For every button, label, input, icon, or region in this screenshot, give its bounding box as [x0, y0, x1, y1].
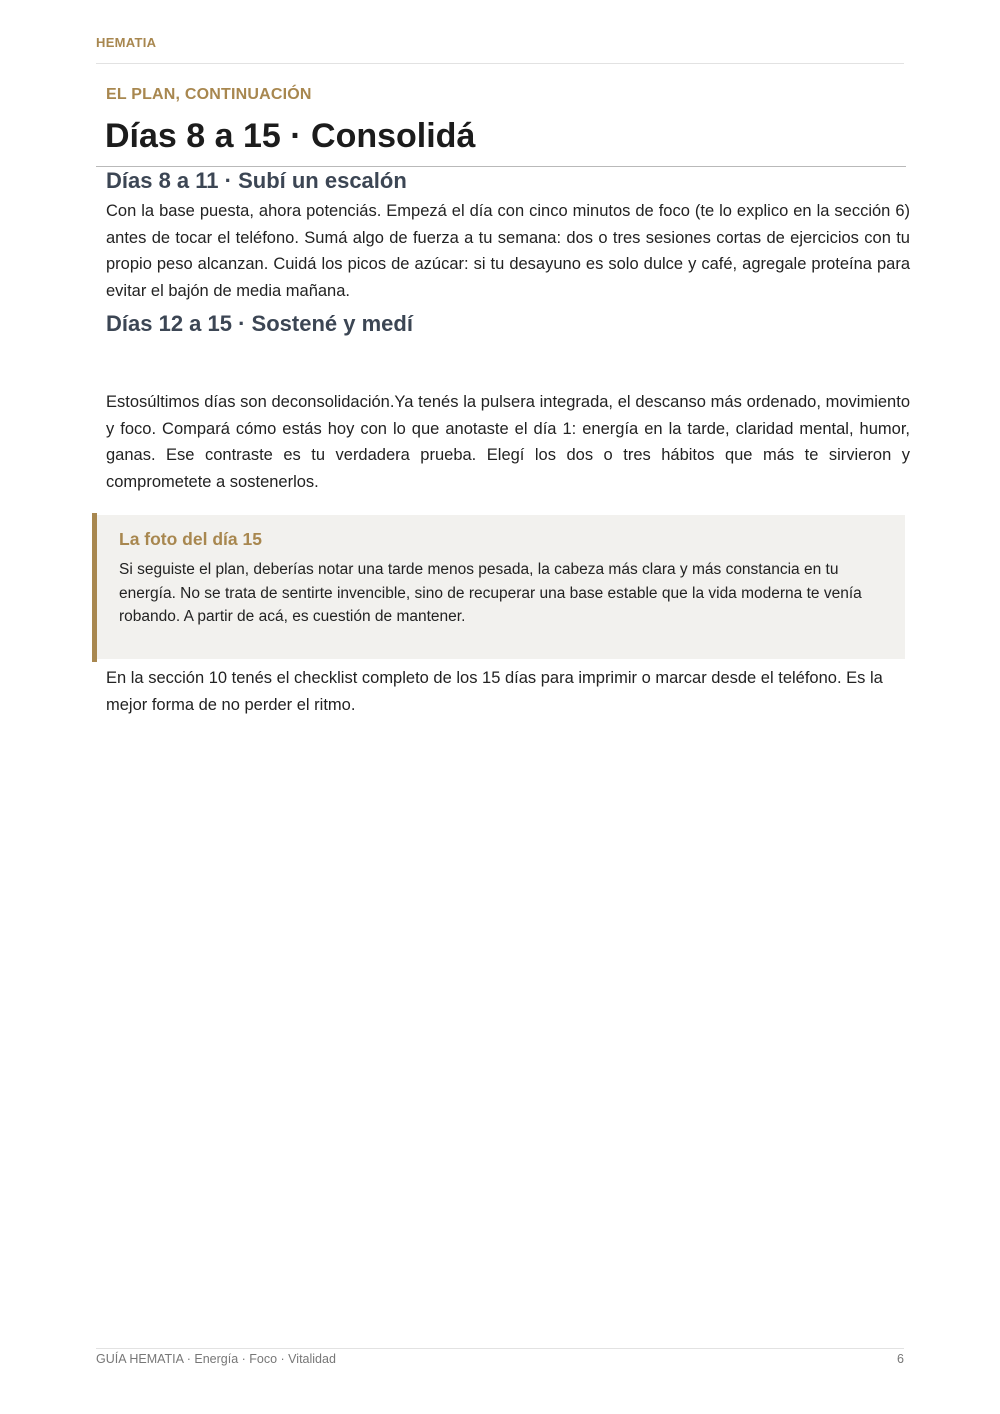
paragraph-days-12-15: Estosúltimos días son deconsolidación.Ya tenés la pulsera integrada, el descanso más ordenado, movimiento y foco. Compará cómo estás hoy con lo que anotaste el día 1: energía en la tarde, claridad mental, humor, ganas. Ese contraste es tu verdadera prueba. Elegí los dos o tres hábitos que más te sirvieron y comprometete a sostenerlos. — [106, 393, 910, 491]
callout-text: Si seguiste el plan, deberías notar una tarde menos pesada, la cabeza más clara y más constancia en tu energía. No se trata de sentirte invencible, sino de recuperar una base estable que la vida moderna te venía robando. A partir de acá, es cuestión de mantener. — [119, 561, 862, 625]
section-kicker: EL PLAN, CONTINUACIÓN — [106, 86, 312, 103]
header-divider — [96, 63, 904, 64]
subheading-days-8-11: Días 8 a 11 · Subí un escalón — [106, 168, 407, 193]
page-title: Días 8 a 15 · Consolidá — [105, 117, 476, 155]
paragraph-days-8-11: Con la base puesta, ahora potenciás. Empezá el día con cinco minutos de foco (te lo explico en la sección 6) antes de tocar el teléfono. Sumá algo de fuerza a tu semana: dos o tres sesiones cortas de ejercicios con tu propio peso alcanzan. Cuidá los picos de azúcar: si tu desayuno es solo dulce y café, agregale proteína para evitar el bajón de media mañana. — [106, 202, 910, 300]
closing-paragraph: En la sección 10 tenés el checklist completo de los 15 días para imprimir o marcar desde el teléfono. Es la mejor forma de no perder el ritmo. — [106, 669, 883, 714]
footer-title: GUÍA HEMATIA · Energía · Foco · Vitalidad — [96, 1352, 336, 1366]
callout-title: La foto del día 15 — [119, 529, 262, 549]
subheading-days-12-15: Días 12 a 15 · Sostené y medí — [106, 311, 413, 336]
callout-accent-bar — [92, 513, 97, 662]
footer-divider — [96, 1348, 904, 1349]
running-header-brand: HEMATIA — [96, 35, 157, 50]
page-number: 6 — [897, 1352, 904, 1366]
